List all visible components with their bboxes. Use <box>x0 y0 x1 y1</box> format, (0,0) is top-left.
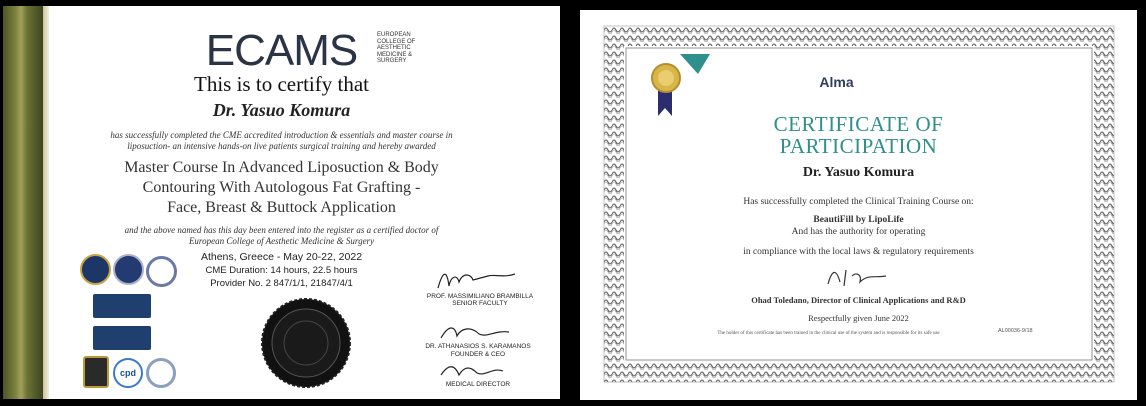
signer-2-name: DR. ATHANASIOS S. KARAMANOS <box>425 343 531 350</box>
ecams-certificate <box>3 6 560 399</box>
cpd-badge-icon: cpd <box>113 358 143 388</box>
certificate-title-line-2: PARTICIPATION <box>779 134 938 158</box>
given-date: Respectfully given June 2022 <box>808 313 909 323</box>
signer-text: Ohad Toledano, Director of Clinical Applications and R&D <box>751 295 966 305</box>
place-date: Athens, Greece - May 20-22, 2022 <box>200 251 363 263</box>
signer-1-title: SENIOR FACULTY <box>452 300 508 307</box>
completed-line-1: has successfully completed the CME accredited introduction & essentials and master course in <box>110 130 453 140</box>
recipient-name: Dr. Yasuo Komura <box>212 100 351 120</box>
certify-heading: This is to certify that <box>194 72 369 96</box>
ecams-logo-subtitle: EUROPEAN COLLEGE OF AESTHETIC MEDICINE & SURGERY <box>377 32 416 64</box>
cme-duration: CME Duration: 14 hours, 22.5 hours <box>205 265 358 276</box>
alma-certificate <box>580 10 1137 400</box>
accreditation-plaque-icon <box>93 294 151 318</box>
recipient-name: Dr. Yasuo Komura <box>802 165 915 180</box>
seal-icon <box>261 298 351 388</box>
signer-2-title: FOUNDER & CEO <box>450 351 506 358</box>
completed-line-2: liposuction- an intensive hands-on live patients surgical training and hereby awarded <box>127 141 436 151</box>
round-badge-icon <box>146 358 176 388</box>
alma-logo: Alma <box>819 74 854 90</box>
accreditation-plaque-icon <box>93 326 151 350</box>
course-name: BeautiFill by LipoLife <box>813 215 904 225</box>
accreditation-badge-icon <box>80 254 111 285</box>
compliance-text: in compliance with the local laws & regulatory requirements <box>743 247 974 257</box>
authority-text: And has the authority for operating <box>791 227 926 237</box>
provider-number: Provider No. 2 847/1/1, 21847/4/1 <box>210 278 353 289</box>
register-line-1: and the above named has this day been entered into the register as a certified doctor of <box>124 225 439 235</box>
shield-badge-icon <box>83 356 109 388</box>
completed-text: Has successfully completed the Clinical Training Course on: <box>743 197 974 207</box>
signer-1-name: PROF. MASSIMILIANO BRAMBILLA <box>426 293 534 300</box>
document-code: AL00036-9/18 <box>998 328 1033 334</box>
course-line-1: Master Course In Advanced Liposuction & Body <box>124 159 439 176</box>
ecams-logo: ECAMS <box>205 26 358 75</box>
signature-2-icon <box>435 322 515 344</box>
signature-1-icon <box>433 268 523 294</box>
star-badge-icon <box>113 254 144 285</box>
signature-3-icon <box>437 361 507 381</box>
fine-print: The holder of this certificate has been trained in the clinical use of the system and is responsible for its safe use <box>717 331 940 336</box>
register-line-2: European College of Aesthetic Medicine & Surgery <box>188 236 375 246</box>
course-line-2: Contouring With Autologous Fat Grafting - <box>142 179 421 196</box>
corner-ribbon-icon <box>680 54 710 74</box>
seal-badge-icon <box>146 256 177 287</box>
course-line-3: Face, Breast & Buttock Application <box>167 199 396 216</box>
signer-3-title: MEDICAL DIRECTOR <box>445 381 511 388</box>
certificate-title-line-1: CERTIFICATE OF <box>773 112 944 136</box>
signature-icon <box>822 264 892 290</box>
